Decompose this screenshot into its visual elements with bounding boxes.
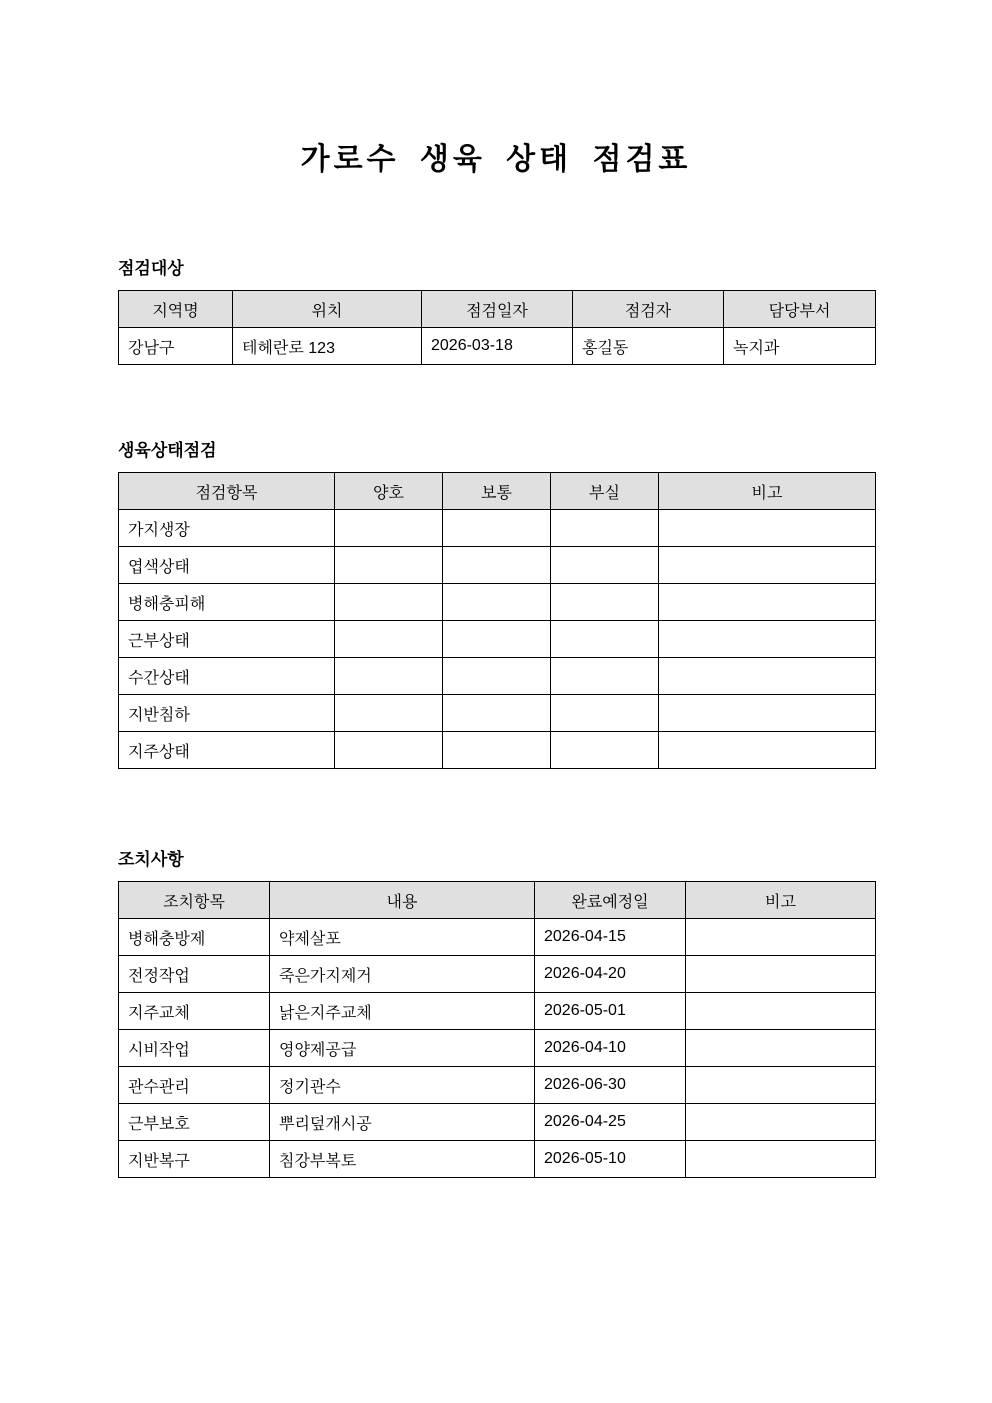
table-row: [119, 695, 876, 732]
cell-note[interactable]: [659, 732, 876, 769]
section-heading-growth: 생육상태점검: [118, 441, 217, 460]
cell-content: 죽은가지제거: [270, 956, 535, 993]
table-row: [119, 1030, 876, 1067]
cell-department: 녹지과: [724, 328, 876, 365]
cell-action-item: 관수관리: [119, 1067, 270, 1104]
header-cell: 부실: [551, 473, 659, 510]
cell-action-item: 지반복구: [119, 1141, 270, 1178]
table-row: [119, 658, 876, 695]
section-heading-actions: 조치사항: [118, 850, 184, 869]
cell-note[interactable]: [659, 621, 876, 658]
cell-inspector: 홍길동: [573, 328, 724, 365]
cell-normal[interactable]: [443, 510, 551, 547]
cell-content: 침강부복토: [270, 1141, 535, 1178]
cell-poor[interactable]: [551, 732, 659, 769]
document-title: 가로수 생육 상태 점검표: [300, 143, 692, 176]
cell-good[interactable]: [335, 658, 443, 695]
cell-normal[interactable]: [443, 584, 551, 621]
cell-due-date: 2026-06-30: [535, 1067, 686, 1104]
cell-item: 근부상태: [119, 621, 335, 658]
cell-note[interactable]: [686, 1030, 876, 1067]
cell-due-date: 2026-04-15: [535, 919, 686, 956]
cell-note[interactable]: [686, 1104, 876, 1141]
header-cell: 비고: [659, 473, 876, 510]
cell-poor[interactable]: [551, 658, 659, 695]
header-cell: 담당부서: [724, 291, 876, 328]
header-cell: 완료예정일: [535, 882, 686, 919]
cell-normal[interactable]: [443, 547, 551, 584]
cell-normal[interactable]: [443, 658, 551, 695]
cell-due-date: 2026-04-20: [535, 956, 686, 993]
cell-poor[interactable]: [551, 547, 659, 584]
table-row: [119, 732, 876, 769]
header-cell: 보통: [443, 473, 551, 510]
header-cell: 점검일자: [422, 291, 573, 328]
cell-item: 가지생장: [119, 510, 335, 547]
header-cell: 내용: [270, 882, 535, 919]
cell-note[interactable]: [659, 695, 876, 732]
cell-content: 낡은지주교체: [270, 993, 535, 1030]
cell-content: 약제살포: [270, 919, 535, 956]
cell-normal[interactable]: [443, 732, 551, 769]
header-cell: 지역명: [119, 291, 233, 328]
cell-due-date: 2026-04-10: [535, 1030, 686, 1067]
cell-good[interactable]: [335, 732, 443, 769]
growth-table: [118, 472, 876, 769]
cell-poor[interactable]: [551, 621, 659, 658]
table-row: [119, 1067, 876, 1104]
table-row: [119, 547, 876, 584]
table-header-row: [119, 291, 876, 328]
cell-normal[interactable]: [443, 621, 551, 658]
cell-good[interactable]: [335, 510, 443, 547]
table-row: [119, 1141, 876, 1178]
cell-note[interactable]: [686, 993, 876, 1030]
cell-due-date: 2026-05-01: [535, 993, 686, 1030]
cell-item: 지주상태: [119, 732, 335, 769]
table-header-row: [119, 882, 876, 919]
header-cell: 점검항목: [119, 473, 335, 510]
cell-due-date: 2026-04-25: [535, 1104, 686, 1141]
table-row: [119, 621, 876, 658]
cell-note[interactable]: [659, 658, 876, 695]
cell-poor[interactable]: [551, 695, 659, 732]
cell-good[interactable]: [335, 584, 443, 621]
cell-action-item: 시비작업: [119, 1030, 270, 1067]
cell-poor[interactable]: [551, 510, 659, 547]
table-row: [119, 1104, 876, 1141]
cell-note[interactable]: [686, 1067, 876, 1104]
cell-note[interactable]: [659, 510, 876, 547]
table-row: [119, 993, 876, 1030]
table-row: [119, 919, 876, 956]
cell-good[interactable]: [335, 621, 443, 658]
header-cell: 양호: [335, 473, 443, 510]
cell-content: 영양제공급: [270, 1030, 535, 1067]
cell-action-item: 병해충방제: [119, 919, 270, 956]
cell-region: 강남구: [119, 328, 233, 365]
cell-note[interactable]: [686, 1141, 876, 1178]
cell-note[interactable]: [659, 547, 876, 584]
cell-poor[interactable]: [551, 584, 659, 621]
cell-content: 뿌리덮개시공: [270, 1104, 535, 1141]
table-row: [119, 328, 876, 365]
header-cell: 위치: [233, 291, 422, 328]
cell-normal[interactable]: [443, 695, 551, 732]
cell-action-item: 근부보호: [119, 1104, 270, 1141]
cell-note[interactable]: [686, 919, 876, 956]
cell-note[interactable]: [659, 584, 876, 621]
cell-location: 테헤란로 123: [233, 328, 422, 365]
cell-content: 정기관수: [270, 1067, 535, 1104]
actions-table: [118, 881, 876, 1178]
cell-good[interactable]: [335, 695, 443, 732]
cell-due-date: 2026-05-10: [535, 1141, 686, 1178]
table-row: [119, 510, 876, 547]
table-header-row: [119, 473, 876, 510]
cell-action-item: 전정작업: [119, 956, 270, 993]
table-row: [119, 956, 876, 993]
table-row: [119, 584, 876, 621]
section-heading-target: 점검대상: [118, 259, 184, 278]
target-table: [118, 290, 876, 365]
header-cell: 비고: [686, 882, 876, 919]
cell-item: 병해충피해: [119, 584, 335, 621]
cell-good[interactable]: [335, 547, 443, 584]
cell-note[interactable]: [686, 956, 876, 993]
cell-action-item: 지주교체: [119, 993, 270, 1030]
cell-item: 수간상태: [119, 658, 335, 695]
cell-item: 엽색상태: [119, 547, 335, 584]
header-cell: 점검자: [573, 291, 724, 328]
cell-item: 지반침하: [119, 695, 335, 732]
header-cell: 조치항목: [119, 882, 270, 919]
cell-date: 2026-03-18: [422, 328, 573, 365]
